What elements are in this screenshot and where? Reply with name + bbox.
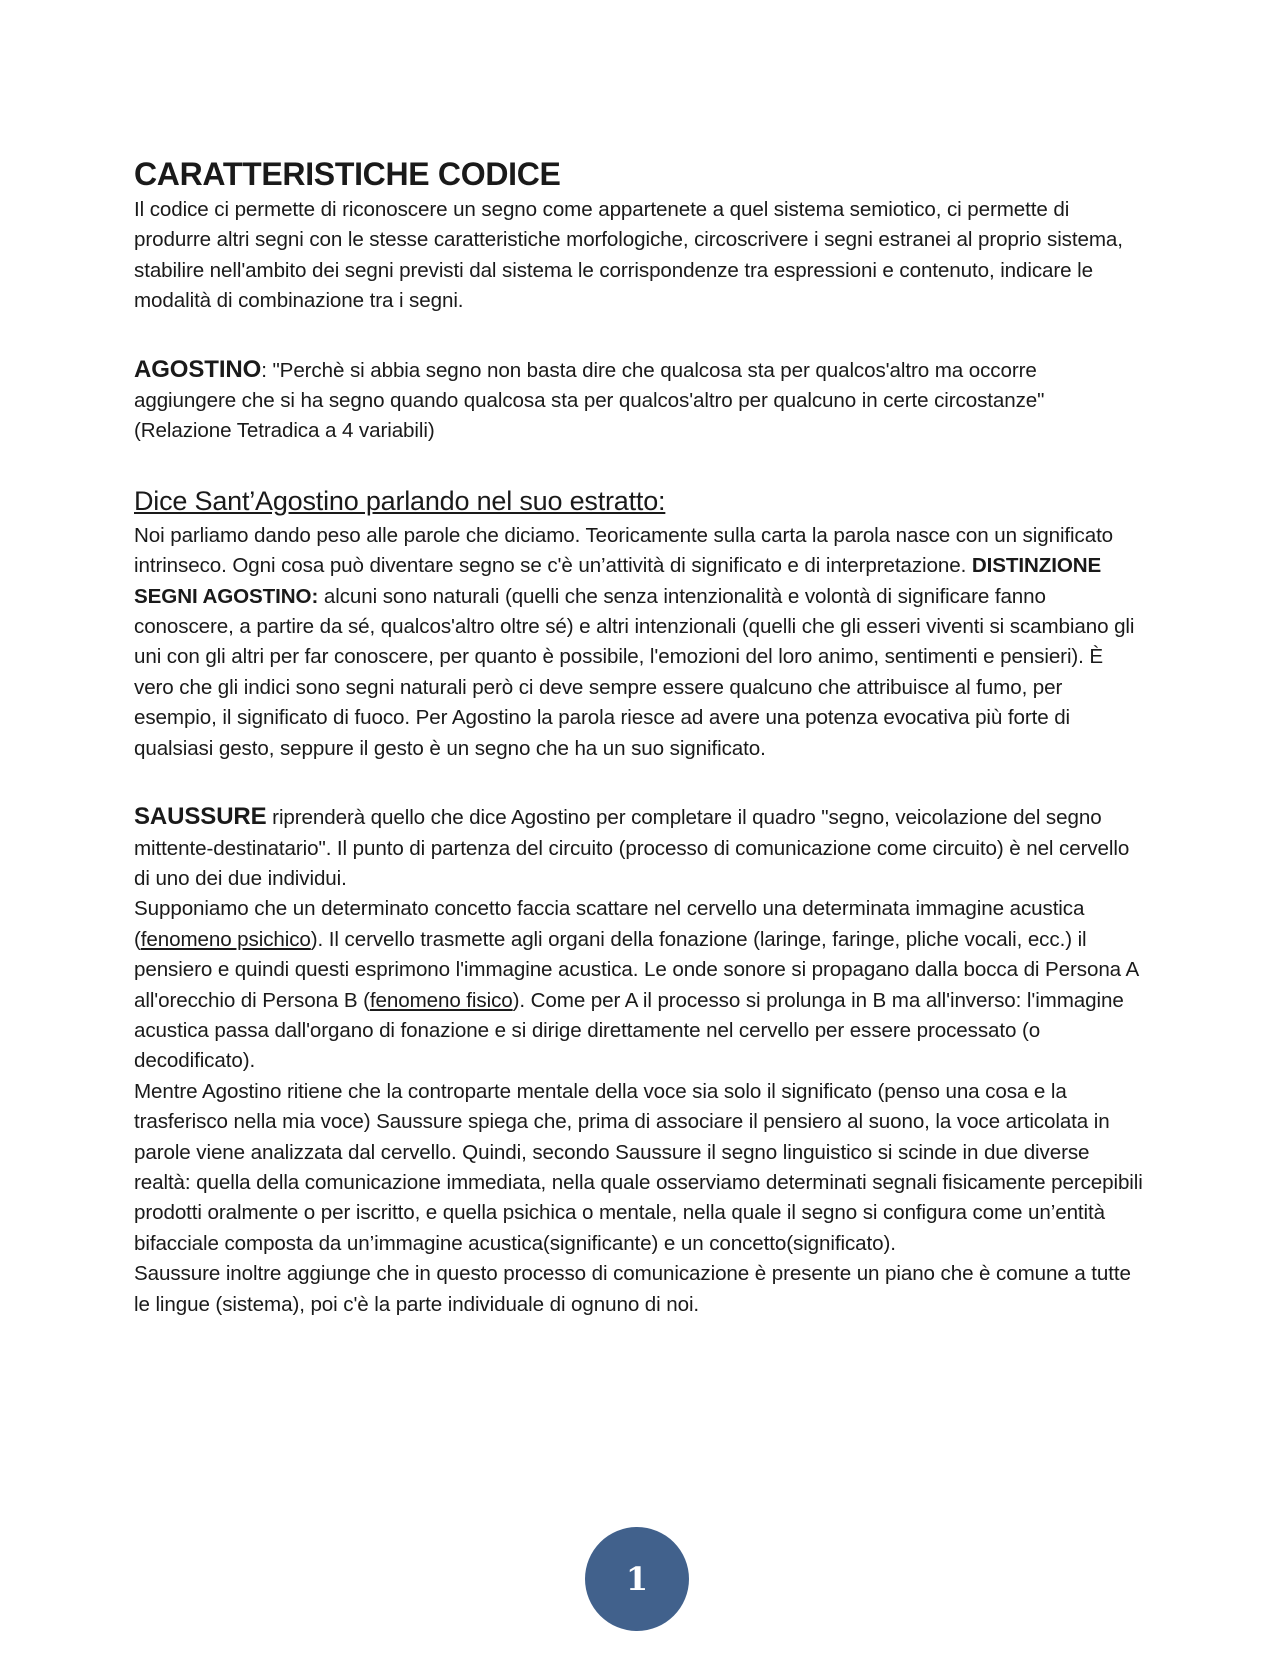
- sant-agostino-heading: Dice Sant’Agostino parlando nel suo estratto:: [134, 485, 666, 516]
- saussure-label: SAUSSURE: [134, 803, 267, 831]
- fenomeno-psichico-term: fenomeno psichico: [140, 927, 311, 951]
- saussure-text-2a: Supponiamo che un determinato concetto faccia scattare nel cervello una determinata immagine acustica (: [134, 897, 1085, 951]
- fenomeno-fisico-term: fenomeno fisico: [369, 988, 513, 1012]
- agostino-colon: :: [261, 358, 273, 382]
- sant-agostino-paragraph: [134, 521, 1144, 764]
- agostino-paragraph: [134, 355, 1144, 447]
- distinzione-segni-term: DISTINZIONE SEGNI AGOSTINO:: [134, 554, 1102, 608]
- saussure-paragraph-4: Saussure inoltre aggiunge che in questo processo di comunicazione è presente un piano che è comune a tutte le lingue (sistema), poi c'è la parte individuale di ognuno di noi.: [134, 1262, 1131, 1316]
- section-title-codice: CARATTERISTICHE CODICE: [134, 156, 561, 192]
- saussure-text-1: riprenderà quello che dice Agostino per completare il quadro "segno, veicolazione del segno mittente-destinatario". Il punto di partenza del circuito (processo di comunicazione come circuito) è nel cervello di uno dei due individui.: [134, 806, 1130, 890]
- codice-paragraph: Il codice ci permette di riconoscere un segno come appartenete a quel sistema semiotico, ci permette di produrre altri segni con le stesse caratteristiche morfologiche, circoscrivere i segni estranei al proprio sistema, stabilire nell'ambito dei segni previsti dal sistema le corrispondenze tra espressioni e contenuto, indicare le modalità di combinazione tra i segni.: [134, 198, 1123, 313]
- sant-agostino-text-after: alcuni sono naturali (quelli che senza intenzionalità e volontà di significare fanno conoscere, a partire da sé, qualcos'altro oltre sé) e altri intenzionali (quelli che gli esseri viventi si scambiano gli uni con gli altri per far conoscere, per quanto è possibile, l'emozioni del loro animo, sentimenti e pensieri). È vero che gli indici sono segni naturali però ci deve sempre essere qualcuno che attribuisce al fumo, per esempio, il significato di fuoco. Per Agostino la parola riesce ad avere una potenza evocativa più forte di qualsiasi gesto, seppure il gesto è un segno che ha un suo significato.: [134, 584, 1135, 760]
- saussure-text-2b: ). Il cervello trasmette agli organi della fonazione (laringe, faringe, pliche vocali, ecc.) il pensiero e quindi questi esprimono l'immagine acustica. Le onde sonore si propagano dalla bocca di Persona A all'orecchio di Persona B (: [134, 927, 1139, 1012]
- spacer: [134, 764, 1144, 802]
- agostino-label: AGOSTINO: [134, 355, 262, 383]
- page-content: [134, 154, 1144, 1320]
- spacer: [134, 317, 1144, 355]
- spacer: [134, 447, 1144, 483]
- page-number-badge: 1: [585, 1527, 689, 1631]
- sant-agostino-text-before: Noi parliamo dando peso alle parole che diciamo. Teoricamente sulla carta la parola nasce con un significato intrinseco. Ogni cosa può diventare segno se c'è un’attività di significato e di interpretazione.: [134, 523, 1114, 578]
- saussure-paragraph-2: [134, 894, 1144, 1076]
- saussure-paragraph-3: Mentre Agostino ritiene che la controparte mentale della voce sia solo il significato (penso una cosa e la trasferisco nella mia voce) Saussure spiega che, prima di associare il pensiero al suono, la voce articolata in parole viene analizzata dal cervello. Quindi, secondo Saussure il segno linguistico si scinde in due diverse realtà: quella della comunicazione immediata, nella quale osserviamo determinati segnali fisicamente percepibili prodotti oralmente o per iscritto, e quella psichica o mentale, nella quale il segno si configura come un’entità bifacciale composta da un’immagine acustica(significante) e un concetto(significato).: [134, 1079, 1143, 1255]
- agostino-quote: "Perchè si abbia segno non basta dire che qualcosa sta per qualcos'altro ma occorre aggiungere che si ha segno quando qualcosa sta per qualcos'altro per qualcuno in certe circostanze" (Relazione Tetradica a 4 variabili): [134, 358, 1045, 443]
- saussure-text-2c: ). Come per A il processo si prolunga in B ma all'inverso: l'immagine acustica passa dall'organo di fonazione e si dirige direttamente nel cervello per essere processato (o decodificato).: [134, 988, 1124, 1073]
- saussure-paragraph-1: [134, 802, 1144, 894]
